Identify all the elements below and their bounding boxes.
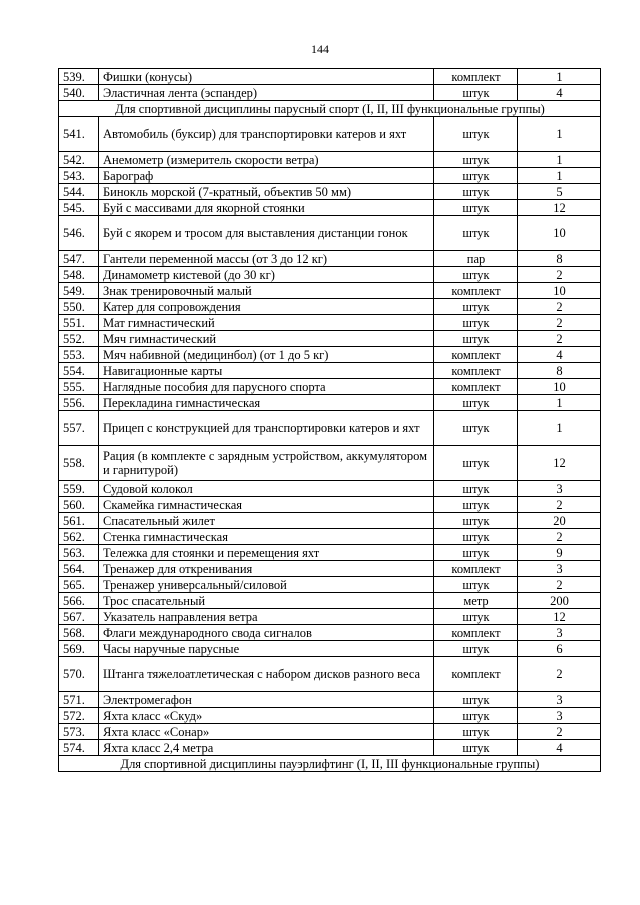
item-unit: комплект [434,283,518,299]
page-number: 144 [311,42,329,56]
item-number: 574. [59,740,99,756]
item-quantity: 2 [518,577,601,593]
item-name: Перекладина гимнастическая [99,395,434,411]
table-row [59,529,601,545]
item-name: Мат гимнастический [99,315,434,331]
table-row [59,411,601,446]
item-name: Скамейка гимнастическая [99,497,434,513]
item-name: Барограф [99,168,434,184]
item-quantity: 3 [518,481,601,497]
item-unit: комплект [434,657,518,692]
item-unit: штук [434,331,518,347]
table-row [59,200,601,216]
item-quantity: 2 [518,497,601,513]
table-row [59,315,601,331]
item-number: 567. [59,609,99,625]
item-quantity: 5 [518,184,601,200]
table-row [59,283,601,299]
item-name: Навигационные карты [99,363,434,379]
item-quantity: 200 [518,593,601,609]
item-name: Наглядные пособия для парусного спорта [99,379,434,395]
item-quantity: 1 [518,117,601,152]
item-unit: штук [434,708,518,724]
item-unit: штук [434,117,518,152]
item-name: Эластичная лента (эспандер) [99,85,434,101]
item-number: 548. [59,267,99,283]
item-number: 568. [59,625,99,641]
item-quantity: 20 [518,513,601,529]
item-number: 566. [59,593,99,609]
item-name: Динамометр кистевой (до 30 кг) [99,267,434,283]
item-unit: штук [434,184,518,200]
item-unit: штук [434,497,518,513]
table-row [59,117,601,152]
table-row [59,513,601,529]
item-quantity: 8 [518,251,601,267]
item-name: Рация (в комплекте с зарядным устройством, аккумулятором и гарнитурой) [99,446,434,481]
item-number: 553. [59,347,99,363]
item-name: Стенка гимнастическая [99,529,434,545]
item-name: Тренажер универсальный/силовой [99,577,434,593]
item-name: Мяч гимнастический [99,331,434,347]
item-name: Часы наручные парусные [99,641,434,657]
item-unit: штук [434,481,518,497]
item-quantity: 4 [518,347,601,363]
table-row [59,216,601,251]
item-number: 565. [59,577,99,593]
table-row [59,331,601,347]
table-row [59,184,601,200]
item-unit: штук [434,200,518,216]
item-quantity: 2 [518,299,601,315]
item-quantity: 10 [518,283,601,299]
item-unit: метр [434,593,518,609]
item-unit: штук [434,529,518,545]
table-row [59,545,601,561]
section-header-text: Для спортивной дисциплины парусный спорт (I, II, III функциональные группы) [59,101,601,117]
table-row [59,85,601,101]
item-name: Тележка для стоянки и перемещения яхт [99,545,434,561]
item-quantity: 2 [518,657,601,692]
item-unit: штук [434,395,518,411]
item-unit: комплект [434,561,518,577]
item-number: 569. [59,641,99,657]
item-number: 560. [59,497,99,513]
item-name: Трос спасательный [99,593,434,609]
item-name: Прицеп с конструкцией для транспортировки катеров и яхт [99,411,434,446]
item-name: Анемометр (измеритель скорости ветра) [99,152,434,168]
item-number: 562. [59,529,99,545]
item-unit: комплект [434,347,518,363]
item-number: 563. [59,545,99,561]
table-row [59,69,601,85]
table-row [59,593,601,609]
item-quantity: 9 [518,545,601,561]
item-number: 541. [59,117,99,152]
item-quantity: 3 [518,625,601,641]
item-number: 545. [59,200,99,216]
table-row [59,446,601,481]
item-number: 550. [59,299,99,315]
item-unit: штук [434,609,518,625]
table-row [59,299,601,315]
item-unit: комплект [434,625,518,641]
item-unit: комплект [434,379,518,395]
equipment-table-body [59,69,601,772]
table-row [59,497,601,513]
table-row [59,641,601,657]
item-number: 546. [59,216,99,251]
item-unit: штук [434,740,518,756]
item-name: Гантели переменной массы (от 3 до 12 кг) [99,251,434,267]
item-number: 570. [59,657,99,692]
item-name: Судовой колокол [99,481,434,497]
item-number: 564. [59,561,99,577]
item-unit: пар [434,251,518,267]
item-quantity: 12 [518,609,601,625]
item-quantity: 4 [518,740,601,756]
item-name: Тренажер для откренивания [99,561,434,577]
item-number: 561. [59,513,99,529]
item-name: Буй с массивами для якорной стоянки [99,200,434,216]
table-row [59,692,601,708]
item-number: 572. [59,708,99,724]
item-unit: комплект [434,69,518,85]
item-number: 549. [59,283,99,299]
table-row [59,379,601,395]
item-name: Фишки (конусы) [99,69,434,85]
item-quantity: 1 [518,168,601,184]
item-name: Яхта класс «Сонар» [99,724,434,740]
item-unit: штук [434,446,518,481]
item-number: 559. [59,481,99,497]
table-row [59,740,601,756]
item-number: 542. [59,152,99,168]
item-number: 558. [59,446,99,481]
table-row [59,168,601,184]
item-name: Буй с якорем и тросом для выставления дистанции гонок [99,216,434,251]
item-name: Автомобиль (буксир) для транспортировки катеров и яхт [99,117,434,152]
item-unit: штук [434,724,518,740]
item-quantity: 1 [518,152,601,168]
item-unit: штук [434,545,518,561]
item-name: Штанга тяжелоатлетическая с набором дисков разного веса [99,657,434,692]
item-quantity: 3 [518,561,601,577]
item-number: 556. [59,395,99,411]
item-quantity: 2 [518,724,601,740]
item-number: 540. [59,85,99,101]
item-number: 554. [59,363,99,379]
item-name: Флаги международного свода сигналов [99,625,434,641]
item-quantity: 10 [518,379,601,395]
item-number: 551. [59,315,99,331]
table-row [59,363,601,379]
table-row [59,625,601,641]
item-number: 544. [59,184,99,200]
table-row [59,609,601,625]
item-quantity: 6 [518,641,601,657]
item-name: Электромегафон [99,692,434,708]
item-quantity: 3 [518,708,601,724]
table-row [59,708,601,724]
table-row [59,347,601,363]
item-quantity: 12 [518,446,601,481]
item-unit: штук [434,692,518,708]
item-number: 573. [59,724,99,740]
item-quantity: 10 [518,216,601,251]
item-unit: штук [434,641,518,657]
item-unit: штук [434,216,518,251]
item-quantity: 2 [518,267,601,283]
item-unit: штук [434,267,518,283]
item-unit: штук [434,168,518,184]
table-row [59,561,601,577]
table-row [59,577,601,593]
item-quantity: 3 [518,692,601,708]
table-row [59,657,601,692]
item-quantity: 2 [518,529,601,545]
item-number: 552. [59,331,99,347]
item-name: Катер для сопровождения [99,299,434,315]
item-quantity: 12 [518,200,601,216]
item-unit: комплект [434,363,518,379]
item-quantity: 2 [518,331,601,347]
item-name: Яхта класс 2,4 метра [99,740,434,756]
item-name: Указатель направления ветра [99,609,434,625]
table-row [59,267,601,283]
item-quantity: 1 [518,411,601,446]
item-quantity: 2 [518,315,601,331]
item-number: 539. [59,69,99,85]
item-number: 547. [59,251,99,267]
item-name: Бинокль морской (7-кратный, объектив 50 мм) [99,184,434,200]
item-quantity: 1 [518,395,601,411]
section-header-text: Для спортивной дисциплины пауэрлифтинг (I, II, III функциональные группы) [59,756,601,772]
table-row [59,724,601,740]
item-quantity: 8 [518,363,601,379]
item-number: 571. [59,692,99,708]
item-unit: штук [434,315,518,331]
item-unit: штук [434,513,518,529]
table-row [59,152,601,168]
item-unit: штук [434,577,518,593]
item-number: 543. [59,168,99,184]
table-row [59,395,601,411]
item-quantity: 1 [518,69,601,85]
item-name: Знак тренировочный малый [99,283,434,299]
equipment-table [58,68,601,772]
item-name: Спасательный жилет [99,513,434,529]
section-header-row [59,101,601,117]
item-unit: штук [434,152,518,168]
section-header-row [59,756,601,772]
item-quantity: 4 [518,85,601,101]
item-unit: штук [434,85,518,101]
table-row [59,481,601,497]
table-row [59,251,601,267]
item-name: Мяч набивной (медицинбол) (от 1 до 5 кг) [99,347,434,363]
item-number: 555. [59,379,99,395]
item-unit: штук [434,411,518,446]
item-name: Яхта класс «Скуд» [99,708,434,724]
item-unit: штук [434,299,518,315]
item-number: 557. [59,411,99,446]
